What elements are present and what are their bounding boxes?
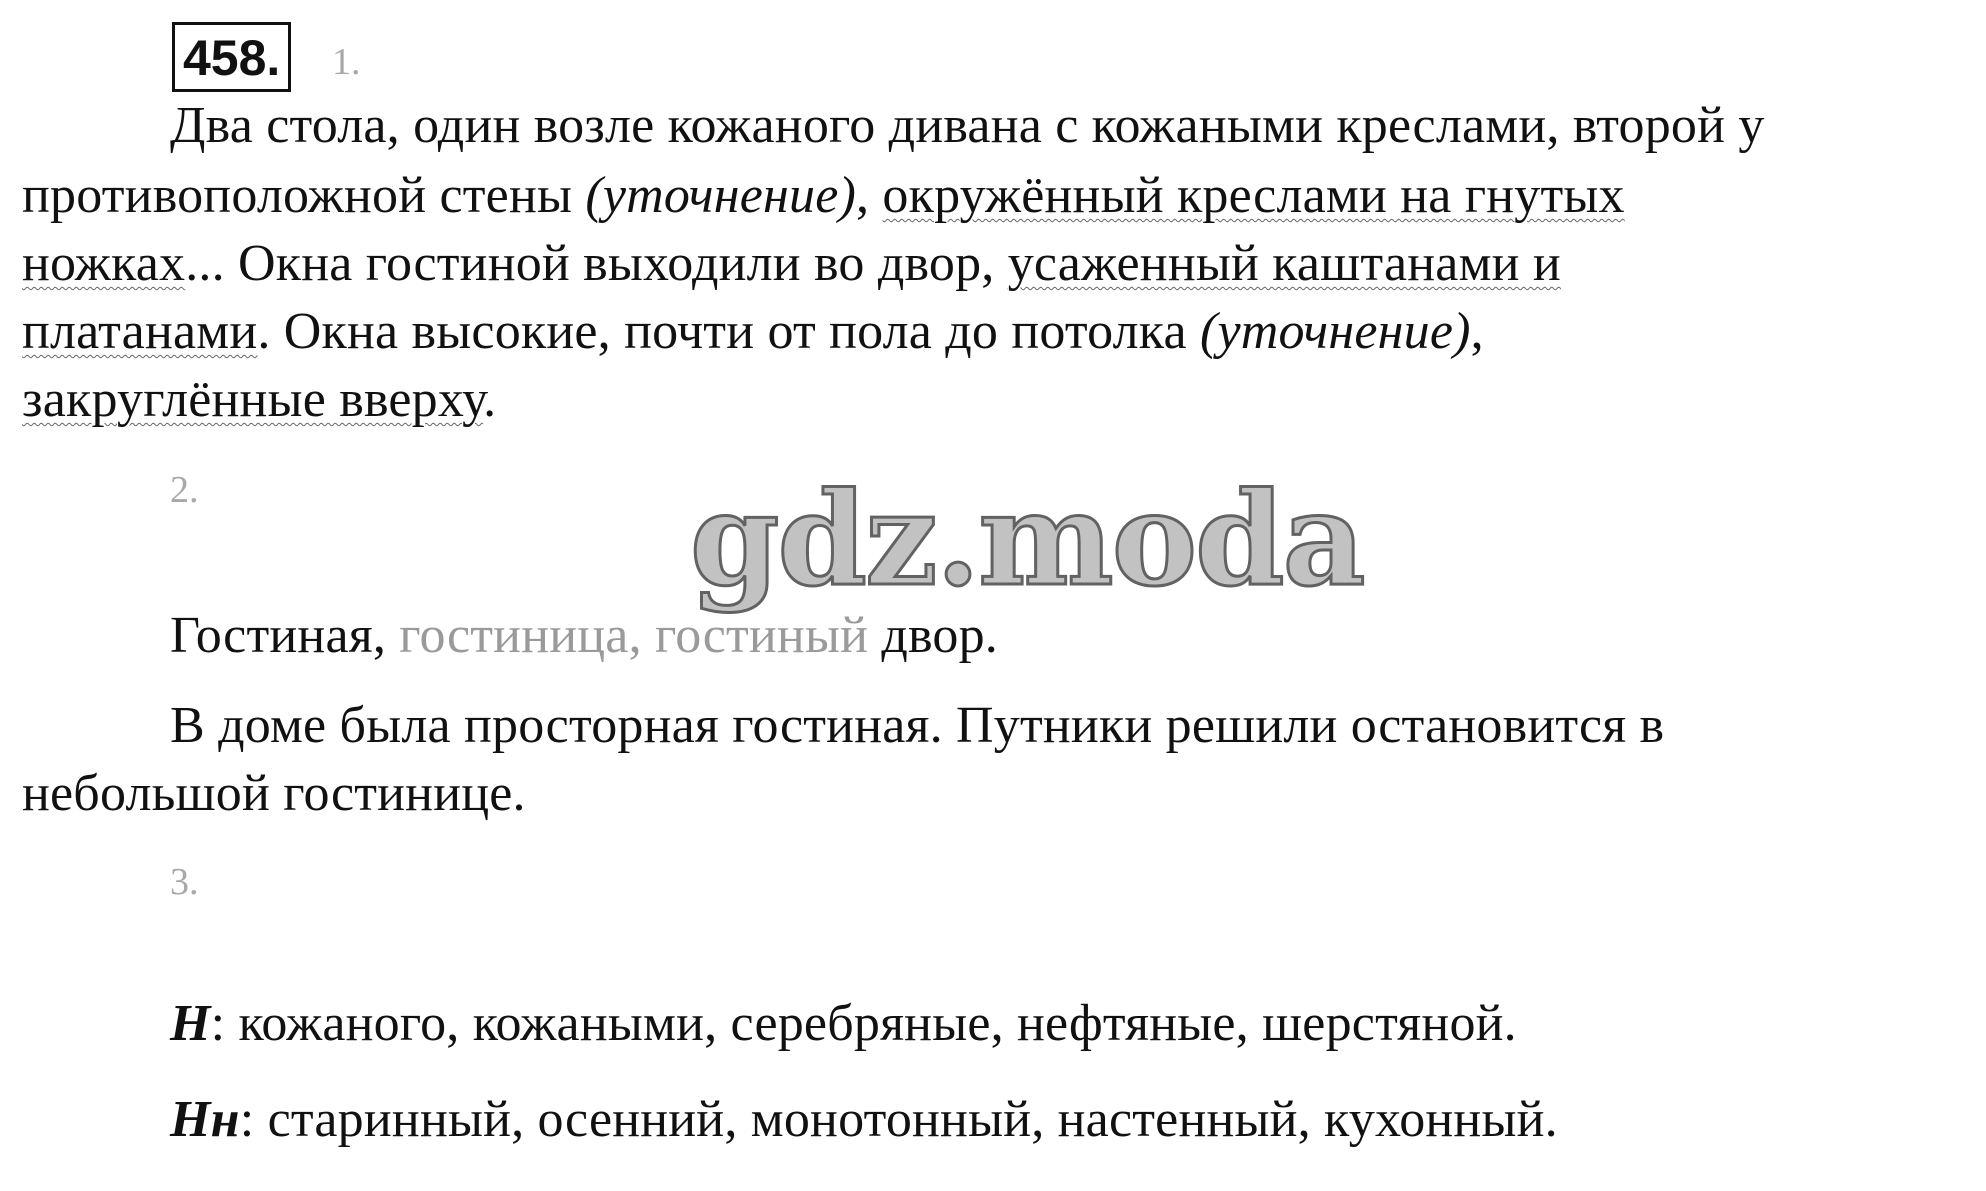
words-under-watermark: гостиница, гостиный	[399, 607, 869, 664]
line4-comma: ,	[1470, 303, 1484, 360]
participle-phrase: усаженный каштанами и	[1007, 235, 1561, 292]
section1-line1: Два стола, один возле кожаного дивана с кожаными креслами, второй у	[170, 97, 1765, 154]
section2-words	[170, 606, 998, 666]
line5-period: .	[483, 371, 497, 428]
h-words: : кожаного, кожаными, серебряные, нефтяные, шерстяной.	[210, 995, 1517, 1052]
clarification-note: (уточнение)	[1199, 303, 1471, 360]
section1-line3	[22, 234, 1561, 294]
participle-phrase-end: ножках	[22, 235, 186, 292]
line3-text: ... Окна гостиной выходили во двор,	[185, 235, 1008, 292]
clarification-note: (уточнение)	[585, 167, 857, 224]
step-3-label: 3.	[170, 861, 199, 903]
section2-sentence-line1: В доме была просторная гостиная. Путники решили остановится в	[170, 697, 1665, 754]
section3-h-line	[170, 994, 1517, 1054]
hh-label: Нн	[170, 1091, 240, 1148]
participle-phrase: окружённый креслами на гнутых	[882, 167, 1625, 224]
line4-text: . Окна высокие, почти от пола до потолка	[257, 303, 1200, 360]
h-label: Н	[170, 995, 211, 1052]
word-dvor: двор.	[868, 607, 998, 664]
line2-text: противоположной стены	[22, 167, 586, 224]
section2-sentence-line2: небольшой гостинице.	[22, 765, 526, 822]
watermark-logo: gdz.moda	[690, 465, 1364, 615]
hh-words: : старинный, осенний, монотонный, настенный, кухонный.	[239, 1091, 1558, 1148]
word-gostinaya: Гостиная,	[170, 607, 400, 664]
section1-line5	[22, 370, 496, 430]
participle-phrase: закруглённые вверху	[22, 371, 484, 428]
step-1-label: 1.	[332, 41, 361, 83]
exercise-number: 458.	[172, 22, 291, 92]
section1-line4	[22, 302, 1484, 362]
section3-hh-line	[170, 1090, 1558, 1150]
step-2-label: 2.	[170, 469, 199, 511]
section1-line2	[22, 166, 1625, 226]
line2-comma: ,	[856, 167, 883, 224]
participle-phrase-end: платанами	[22, 303, 258, 360]
